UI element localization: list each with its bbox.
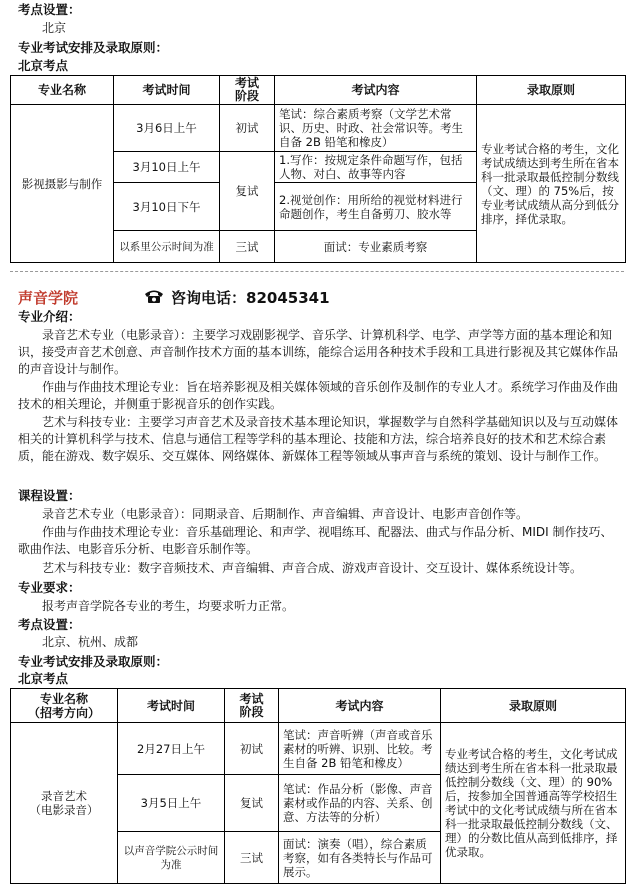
- exam-stage: 初试: [225, 723, 279, 775]
- header-time: 考试时间: [114, 76, 220, 105]
- header-stage: 考试 阶段: [225, 689, 279, 723]
- exam-stage: 复试: [225, 775, 279, 832]
- exam-content: 1.写作：按规定条件命题写作，包括人物、对白、故事等内容: [275, 152, 477, 183]
- intro-heading: 专业介绍：: [18, 309, 81, 324]
- section-divider: [10, 271, 624, 272]
- requirements-heading: 专业要求：: [18, 580, 81, 595]
- phone-label: 咨询电话：: [171, 289, 247, 307]
- location-heading-2: 考点设置：: [18, 617, 81, 632]
- header-content: 考试内容: [279, 689, 441, 723]
- course-paragraph: 录音艺术专业（电影录音）：同期录音、后期制作、声音编辑、声音设计、电影声音创作等。: [42, 507, 529, 521]
- exam-time: 以声音学院公示时间为准: [118, 832, 225, 884]
- exam-time: 2月27日上午: [118, 723, 225, 775]
- header-admission: 录取原则: [477, 76, 626, 105]
- header-major: 专业名称: [11, 76, 114, 105]
- course-paragraph: 艺术与科技专业：数字音频技术、声音编辑、声音合成、游戏声音设计、交互设计、媒体系统设计等。: [42, 561, 583, 575]
- exam-content: 面试：专业素质考察: [275, 231, 477, 263]
- course-paragraph: 作曲与作曲技术理论专业：音乐基础理论、和声学、视唱练耳、配器法、曲式与作品分析、MIDI 制作技巧、歌曲作法、电影音乐分析、电影音乐制作等。: [18, 525, 613, 556]
- phone-line: [143, 287, 330, 308]
- exam-content: 2.视觉创作：用所给的视觉材料进行命题创作，考生自备剪刀、胶水等: [275, 183, 477, 231]
- exam-content: 笔试：作品分析（影像、声音素材或作品的内容、关系、创意、方法等的分析）: [279, 775, 441, 832]
- major-cell: 录音艺术 （电影录音）: [11, 723, 118, 884]
- requirements-text: 报考声音学院各专业的考生，均要求听力正常。: [42, 599, 295, 613]
- header-major: 专业名称 （招考方向）: [11, 689, 118, 723]
- header-content: 考试内容: [275, 76, 477, 105]
- arrangement-heading-1: 专业考试安排及录取原则：: [18, 40, 169, 55]
- exam-stage: 初试: [220, 105, 275, 152]
- phone-number: 82045341: [246, 288, 330, 307]
- exam-table-2: [10, 688, 626, 884]
- exam-time: 3月10日下午: [114, 183, 220, 231]
- intro-paragraph: 录音艺术专业（电影录音）：主要学习戏剧影视学、音乐学、计算机科学、电学、声学等方面的基本理论和知识，接受声音艺术创意、声音制作技术方面的基本训练，能综合运用各种技术手段和工具进行影视及其它媒体作品的声音设计与制作。: [18, 328, 619, 376]
- header-admission: 录取原则: [441, 689, 626, 723]
- arrangement-heading-2: 专业考试安排及录取原则：: [18, 654, 169, 669]
- location-heading-1: 考点设置：: [18, 2, 81, 17]
- exam-time: 以系里公示时间为准: [114, 231, 220, 263]
- college-name: 声音学院: [18, 289, 79, 307]
- exam-table-1: [10, 75, 626, 263]
- exam-time: 3月5日上午: [118, 775, 225, 832]
- exam-content: 面试：演奏（唱），综合素质考察，如有各类特长与作品可展示。: [279, 832, 441, 884]
- admission-principle: 专业考试合格的考生，文化考试成绩达到考生所在省本科一批录取最低控制分数线（文、理）的 90%后，按参加全国普通高等学校招生考试中的文化考试成绩与所在省本科一批录取最低控制分数线（文、理）的分数比值从高到低排序，择优录取。: [441, 723, 626, 884]
- site-heading-2: 北京考点: [18, 671, 69, 686]
- location-value-2: 北京、杭州、成都: [42, 635, 139, 649]
- admission-principle: 专业考试合格的考生，文化考试成绩达到考生所在省本科一批录取最低控制分数线（文、理）的 75%后，按专业考试成绩从高分到低分排序，择优录取。: [477, 105, 626, 263]
- site-heading-1: 北京考点: [18, 58, 69, 73]
- intro-paragraph: 作曲与作曲技术理论专业：旨在培养影视及相关媒体领域的音乐创作及制作的专业人才。系统学习作曲及作曲技术的相关理论，并侧重于影视音乐的创作实践。: [18, 380, 619, 411]
- exam-stage: 三试: [225, 832, 279, 884]
- intro-paragraph: 艺术与科技专业：主要学习声音艺术及录音技术基本理论知识，掌握数学与自然科学基础知识以及与互动媒体相关的计算机科学与技术、信息与通信工程等学科的基本理论、技能和方法，综合培养良好的技术和艺术综合素质，能在游戏、数字娱乐、交互媒体、网络媒体、新媒体工程等领域从事声音与系统的策划、设计与制作工作。: [18, 415, 619, 463]
- exam-time: 3月6日上午: [114, 105, 220, 152]
- header-stage: 考试 阶段: [220, 76, 275, 105]
- exam-content: 笔试：声音听辨（声音或音乐素材的听辨、识别、比较。考生自备 2B 铅笔和橡皮）: [279, 723, 441, 775]
- exam-time: 3月10日上午: [114, 152, 220, 183]
- major-cell: 影视摄影与制作: [11, 105, 114, 263]
- exam-stage: 复试: [220, 152, 275, 231]
- exam-stage: 三试: [220, 231, 275, 263]
- telephone-icon: [143, 288, 165, 308]
- location-value-1: 北京: [42, 21, 67, 35]
- courses-heading: 课程设置：: [18, 488, 81, 503]
- header-time: 考试时间: [118, 689, 225, 723]
- exam-content: 笔试：综合素质考察（文学艺术常识、历史、时政、社会常识等。考生自备 2B 铅笔和橡皮）: [275, 105, 477, 152]
